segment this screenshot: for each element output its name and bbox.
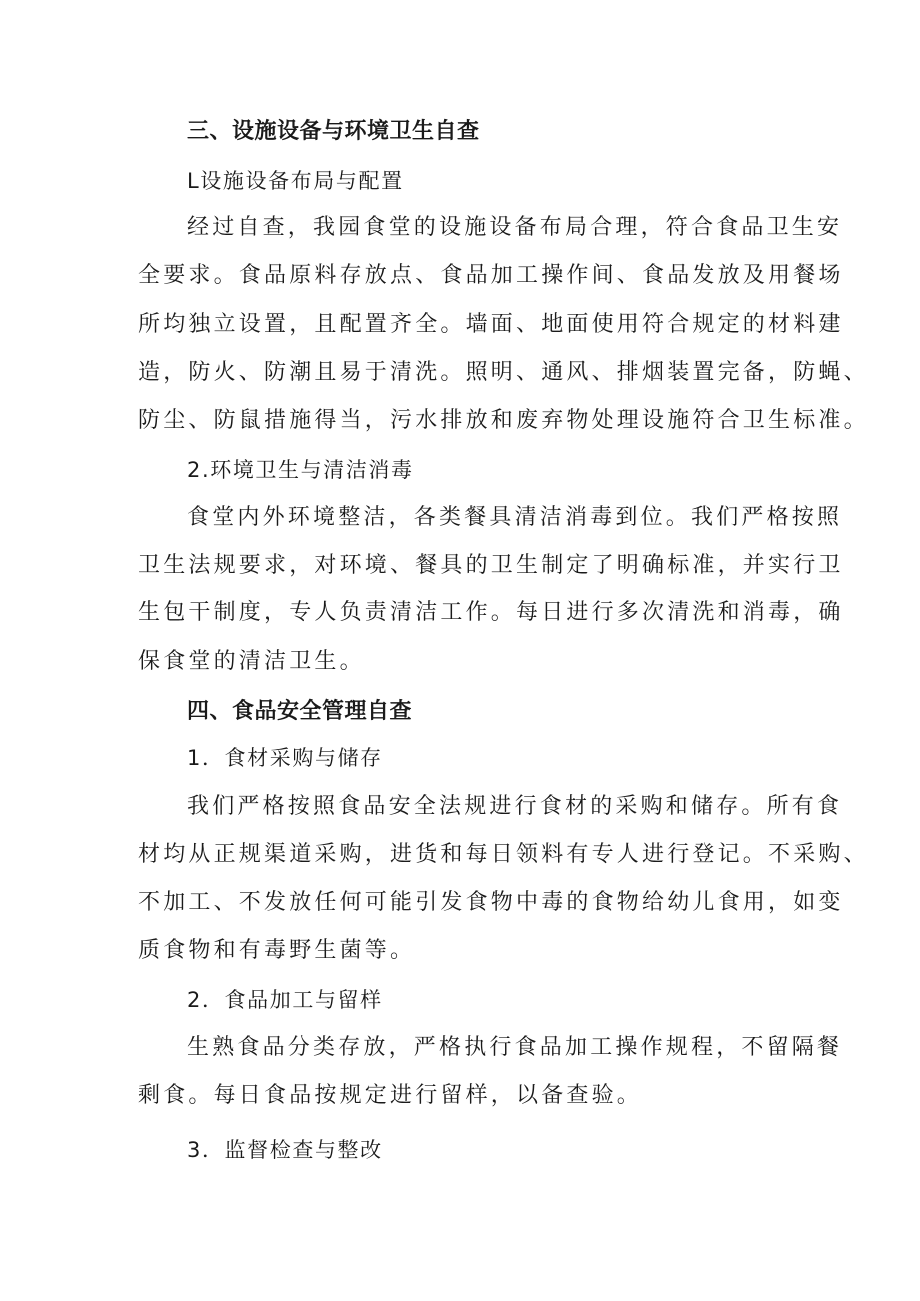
paragraph-line: 质食物和有毒野生菌等。	[138, 938, 416, 963]
section-3-heading: 三、设施设备与环境卫生自查	[187, 119, 480, 144]
paragraph-line: 材均从正规渠道采购，进货和每日领料有专人进行登记。不采购、	[138, 842, 869, 867]
paragraph-line: 防尘、防鼠措施得当，污水排放和废弃物处理设施符合卫生标准。	[138, 408, 869, 433]
subsection-3-2-title: 2.环境卫生与清洁消毒	[187, 458, 414, 482]
paragraph-line: 不加工、不发放任何可能引发食物中毒的食物给幼儿食用，如变	[138, 890, 844, 915]
paragraph-line: 生包干制度，专人负责清洁工作。每日进行多次清洗和消毒，确	[138, 600, 844, 625]
paragraph-line: 卫生法规要求，对环境、餐具的卫生制定了明确标准，并实行卫	[138, 553, 844, 578]
paragraph-line: 生熟食品分类存放，严格执行食品加工操作规程，不留隔餐	[187, 1035, 843, 1060]
paragraph-line: 经过自查，我园食堂的设施设备布局合理，符合食品卫生安	[187, 215, 843, 240]
paragraph-line: 剩食。每日食品按规定进行留样，以备查验。	[138, 1083, 643, 1108]
section-4-heading: 四、食品安全管理自查	[187, 699, 413, 724]
paragraph-line: 我们严格按照食品安全法规进行食材的采购和储存。所有食	[187, 794, 843, 819]
paragraph-line: 造，防火、防潮且易于清洗。照明、通风、排烟装置完备，防蝇、	[138, 360, 869, 385]
subsection-4-1-title: 1．食材采购与储存	[187, 746, 383, 770]
paragraph-line: 保食堂的清洁卫生。	[138, 649, 365, 674]
paragraph-line: 全要求。食品原料存放点、食品加工操作间、食品发放及用餐场	[138, 263, 844, 288]
subsection-4-2-title: 2．食品加工与留样	[187, 988, 383, 1012]
subsection-3-1-title: L设施设备布局与配置	[187, 169, 404, 193]
subsection-4-3-title: 3．监督检查与整改	[187, 1138, 383, 1162]
paragraph-line: 食堂内外环境整洁，各类餐具清洁消毒到位。我们严格按照	[187, 505, 843, 530]
paragraph-line: 所均独立设置，且配置齐全。墙面、地面使用符合规定的材料建	[138, 312, 844, 337]
